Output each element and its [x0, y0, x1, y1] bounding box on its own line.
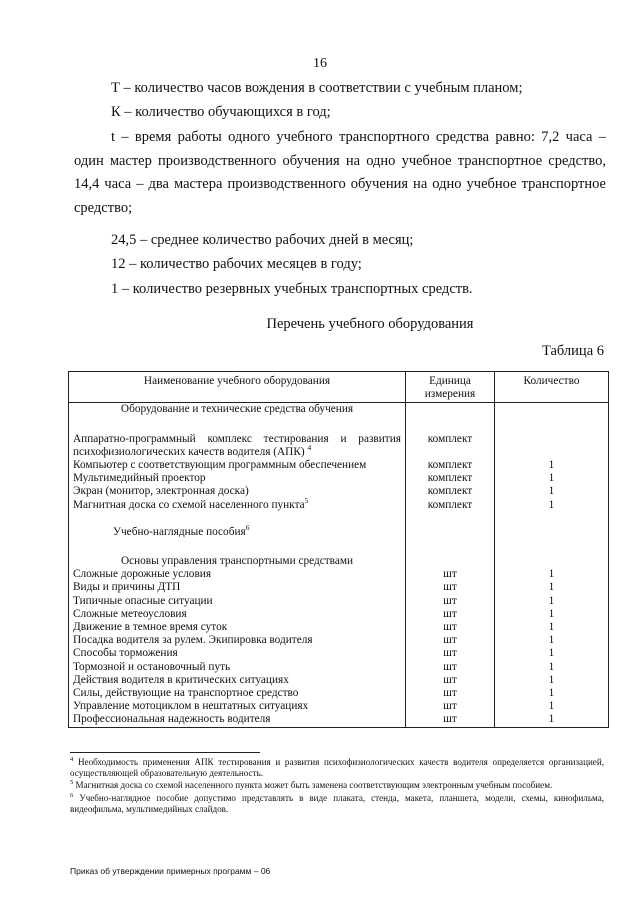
section-title-row — [69, 403, 609, 417]
row-unit: комплект — [406, 472, 495, 485]
row-qty: 1 — [495, 499, 609, 512]
row-name: Аппаратно-программный комплекс тестирования и развития психофизиологических качеств водителя (АПК) — [73, 432, 401, 458]
footnote — [70, 757, 604, 779]
row-name: Профессиональная надежность водителя — [69, 713, 406, 727]
table-title: Перечень учебного оборудования — [266, 316, 474, 332]
footnotes — [70, 757, 604, 816]
row-unit: комплект — [406, 499, 495, 512]
table-row — [69, 674, 609, 687]
footnote-mark: 6 — [70, 791, 74, 799]
table-row — [69, 581, 609, 594]
row-name: Экран (монитор, электронная доска) — [69, 485, 406, 498]
row-unit: комплект — [406, 485, 495, 498]
row-qty: 1 — [495, 661, 609, 674]
page-number: 16 — [313, 56, 327, 71]
footnote-mark: 4 — [70, 755, 74, 763]
row-name: Силы, действующие на транспортное средство — [69, 687, 406, 700]
row-unit: шт — [406, 595, 495, 608]
header-name: Наименование учебного оборудования — [69, 372, 406, 403]
footnote-text: Необходимость применения АПК тестирования и развития психофизиологических качеств водителя определяется организацией, осуществляющей образовательную деятельность. — [70, 757, 604, 779]
row-qty: 1 — [495, 581, 609, 594]
row-qty: 1 — [495, 713, 609, 727]
row-unit: шт — [406, 608, 495, 621]
header-qty: Количество — [495, 372, 609, 403]
row-qty: 1 — [495, 647, 609, 660]
row-qty: 1 — [495, 687, 609, 700]
footnote — [70, 793, 604, 815]
row-name: Движение в темное время суток — [69, 621, 406, 634]
table-row — [69, 608, 609, 621]
footnote-separator — [70, 752, 260, 753]
table-row — [69, 713, 609, 727]
table-row — [69, 499, 609, 512]
table-row — [69, 634, 609, 647]
footnote-text: Магнитная доска со схемой населенного пункта может быть заменена соответствующим электронным учебным пособием. — [73, 780, 553, 791]
table-row — [69, 472, 609, 485]
row-name: Магнитная доска со схемой населенного пункта — [73, 498, 305, 511]
table-row — [69, 700, 609, 713]
page-footer: Приказ об утверждении примерных программ – 06 — [70, 866, 271, 876]
row-name: Типичные опасные ситуации — [69, 595, 406, 608]
table-row — [69, 621, 609, 634]
paragraph-k-definition: К – количество обучающихся в год; — [111, 104, 331, 120]
row-qty: 1 — [495, 459, 609, 472]
table-header-row — [69, 372, 609, 403]
row-name: Сложные метеоусловия — [69, 608, 406, 621]
section-title: Учебно-наглядные пособия — [113, 525, 246, 538]
table-row — [69, 647, 609, 660]
row-unit: шт — [406, 634, 495, 647]
row-qty — [495, 433, 609, 459]
row-qty: 1 — [495, 595, 609, 608]
row-qty: 1 — [495, 700, 609, 713]
row-name: Управление мотоциклом в нештатных ситуациях — [69, 700, 406, 713]
footnote-text: Учебно-наглядное пособие допустимо представлять в виде плаката, стенда, макета, планшета, модели, схемы, кинофильма, видеофильма, мультимедийных слайдов. — [70, 792, 604, 814]
paragraph-work-days: 24,5 – среднее количество рабочих дней в месяц; — [111, 232, 414, 248]
table-row — [69, 661, 609, 674]
paragraph-work-months: 12 – количество рабочих месяцев в году; — [111, 256, 362, 272]
row-qty: 1 — [495, 608, 609, 621]
row-unit: шт — [406, 621, 495, 634]
table-row — [69, 687, 609, 700]
paragraph-t-definition: Т – количество часов вождения в соответствии с учебным планом; — [111, 80, 523, 96]
row-name: Виды и причины ДТП — [69, 581, 406, 594]
subsection-title: Основы управления транспортными средствами — [69, 555, 406, 568]
table-row — [69, 433, 609, 459]
footnote-mark: 5 — [70, 779, 74, 787]
paragraph-time-definition: t – время работы одного учебного транспортного средства равно: 7,2 часа – один мастер производственного обучения на одно учебное транспортное средство, 14,4 часа – два мастера производственного обучения на одно учебное транспортное средство; — [74, 129, 606, 216]
header-unit: Единица измерения — [406, 372, 495, 403]
row-name: Посадка водителя за рулем. Экипировка водителя — [69, 634, 406, 647]
row-unit: шт — [406, 700, 495, 713]
row-name: Способы торможения — [69, 647, 406, 660]
row-name: Тормозной и остановочный путь — [69, 661, 406, 674]
row-qty: 1 — [495, 674, 609, 687]
equipment-table — [68, 371, 609, 728]
row-qty: 1 — [495, 485, 609, 498]
table-row — [69, 485, 609, 498]
section-title: Оборудование и технические средства обучения — [120, 403, 354, 416]
footnote-ref: 5 — [304, 495, 309, 505]
row-qty: 1 — [495, 472, 609, 485]
footnote — [70, 780, 604, 791]
table-label: Таблица 6 — [541, 343, 604, 359]
table-row — [69, 568, 609, 581]
row-name: Сложные дорожные условия — [69, 568, 406, 581]
row-unit: шт — [406, 647, 495, 660]
row-unit: шт — [406, 581, 495, 594]
row-unit: шт — [406, 674, 495, 687]
paragraph-reserve-vehicles: 1 – количество резервных учебных транспортных средств. — [111, 281, 473, 297]
row-unit: шт — [406, 713, 495, 727]
row-name: Компьютер с соответствующим программным обеспечением — [69, 459, 406, 472]
row-name: Мультимедийный проектор — [69, 472, 406, 485]
footnote-ref: 4 — [307, 443, 312, 453]
row-qty: 1 — [495, 568, 609, 581]
row-unit: шт — [406, 661, 495, 674]
table-row — [69, 595, 609, 608]
table-row — [69, 459, 609, 472]
row-unit: комплект — [406, 459, 495, 472]
row-qty: 1 — [495, 634, 609, 647]
subsection-title-row — [69, 555, 609, 568]
row-qty: 1 — [495, 621, 609, 634]
section-title-row — [69, 526, 609, 539]
row-name: Действия водителя в критических ситуациях — [69, 674, 406, 687]
row-unit: комплект — [406, 433, 495, 459]
footnote-ref: 6 — [245, 523, 250, 533]
row-unit: шт — [406, 568, 495, 581]
row-unit: шт — [406, 687, 495, 700]
